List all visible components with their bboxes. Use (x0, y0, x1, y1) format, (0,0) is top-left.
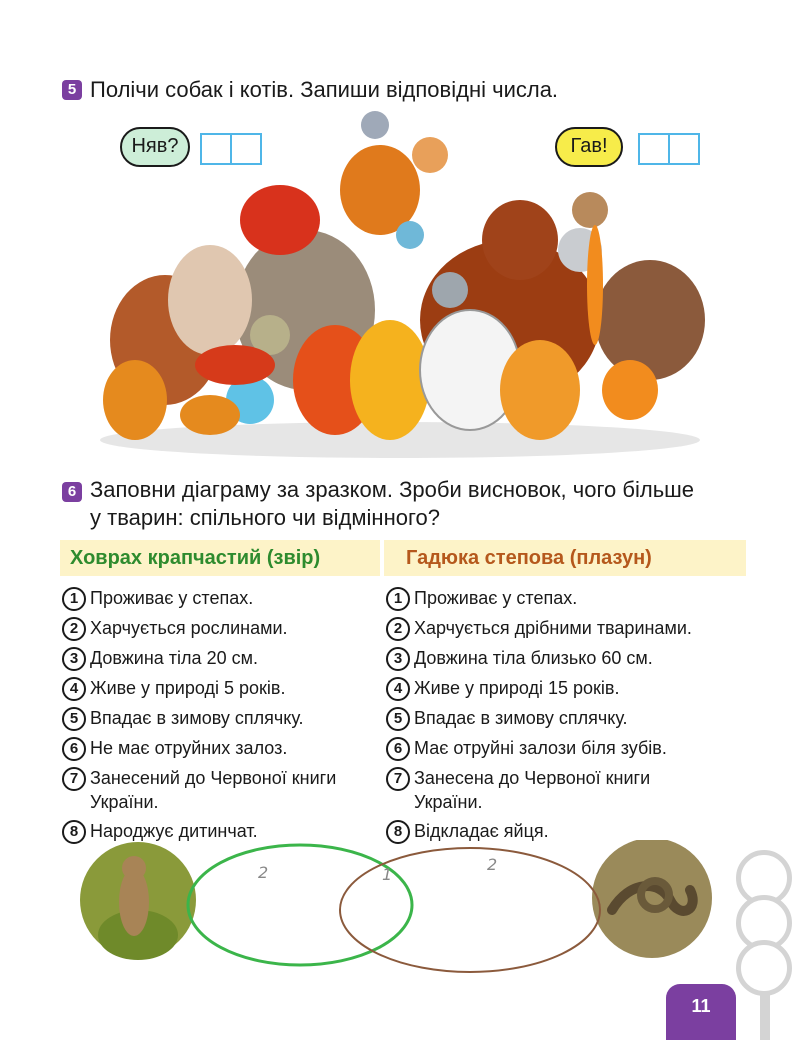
list-item (386, 736, 746, 761)
task-5-number: 5 (62, 80, 82, 100)
gopher-facts-list (62, 586, 380, 849)
fact-text: Довжина тіла 20 см. (90, 648, 258, 668)
fact-number: 7 (386, 767, 410, 791)
cats-and-dogs-illustration (90, 110, 710, 460)
venn-left-ellipse (188, 845, 412, 965)
fact-text: Не має отруйних залоз. (90, 738, 288, 758)
fact-number: 7 (62, 767, 86, 791)
list-item (386, 586, 746, 611)
list-item (62, 706, 380, 731)
fact-number: 8 (62, 820, 86, 844)
list-item (386, 706, 746, 731)
venn-diagram (0, 840, 800, 980)
fact-number: 6 (386, 737, 410, 761)
fact-text: Занесена до Червоної книги України. (414, 768, 651, 812)
list-item (62, 676, 380, 701)
venn-middle-note: 1 (382, 865, 393, 884)
venn-right-note: 2 (487, 855, 498, 874)
venn-left-note: 2 (258, 863, 269, 882)
list-item (62, 766, 380, 814)
fact-text: Харчується дрібними тваринами. (414, 618, 692, 638)
meow-bubble-text: Няв? (131, 135, 179, 157)
list-item (386, 676, 746, 701)
fact-number: 4 (62, 677, 86, 701)
fact-number: 1 (386, 587, 410, 611)
fact-number: 2 (386, 617, 410, 641)
fact-number: 3 (62, 647, 86, 671)
fact-number: 3 (386, 647, 410, 671)
fact-number: 6 (62, 737, 86, 761)
fact-text: Живе у природі 15 років. (414, 678, 620, 698)
fact-number: 5 (62, 707, 86, 731)
fact-text: Занесений до Червоної книги України. (90, 768, 337, 812)
task-6-text-line-2: у тварин: спільного чи відмінного? (90, 505, 440, 530)
self-check-circle (736, 940, 792, 996)
task-6-number: 6 (62, 482, 82, 502)
fact-number: 2 (62, 617, 86, 641)
list-item (62, 736, 380, 761)
viper-facts-list (386, 586, 746, 849)
list-item (62, 586, 380, 611)
fact-text: Відкладає яйця. (414, 821, 549, 841)
fact-text: Проживає у степах. (414, 588, 578, 608)
fact-text: Має отруйні залози біля зубів. (414, 738, 667, 758)
fact-number: 8 (386, 820, 410, 844)
gopher-column-header: Ховрах крапчастий (звір) (60, 540, 380, 576)
woof-bubble-text: Гав! (570, 135, 608, 157)
list-item (386, 616, 746, 641)
fact-number: 4 (386, 677, 410, 701)
fact-text: Впадає в зимову сплячку. (414, 708, 628, 728)
list-item (386, 646, 746, 671)
list-item (62, 616, 380, 641)
task-6-text-line-1: Заповни діаграму за зразком. Зроби висновок, чого більше (90, 477, 695, 502)
page-number: 11 (666, 984, 736, 1040)
list-item (386, 766, 746, 814)
viper-column-header: Гадюка степова (плазун) (384, 540, 746, 576)
task-5-text: Полічи собак і котів. Запиши відповідні числа. (90, 77, 559, 102)
fact-number: 1 (62, 587, 86, 611)
list-item (62, 646, 380, 671)
venn-right-ellipse (340, 848, 600, 972)
fact-text: Проживає у степах. (90, 588, 254, 608)
fact-text: Живе у природі 5 років. (90, 678, 286, 698)
fact-text: Довжина тіла близько 60 см. (414, 648, 653, 668)
fact-text: Народжує дитинчат. (90, 821, 258, 841)
fact-number: 5 (386, 707, 410, 731)
fact-text: Харчується рослинами. (90, 618, 288, 638)
fact-text: Впадає в зимову сплячку. (90, 708, 304, 728)
